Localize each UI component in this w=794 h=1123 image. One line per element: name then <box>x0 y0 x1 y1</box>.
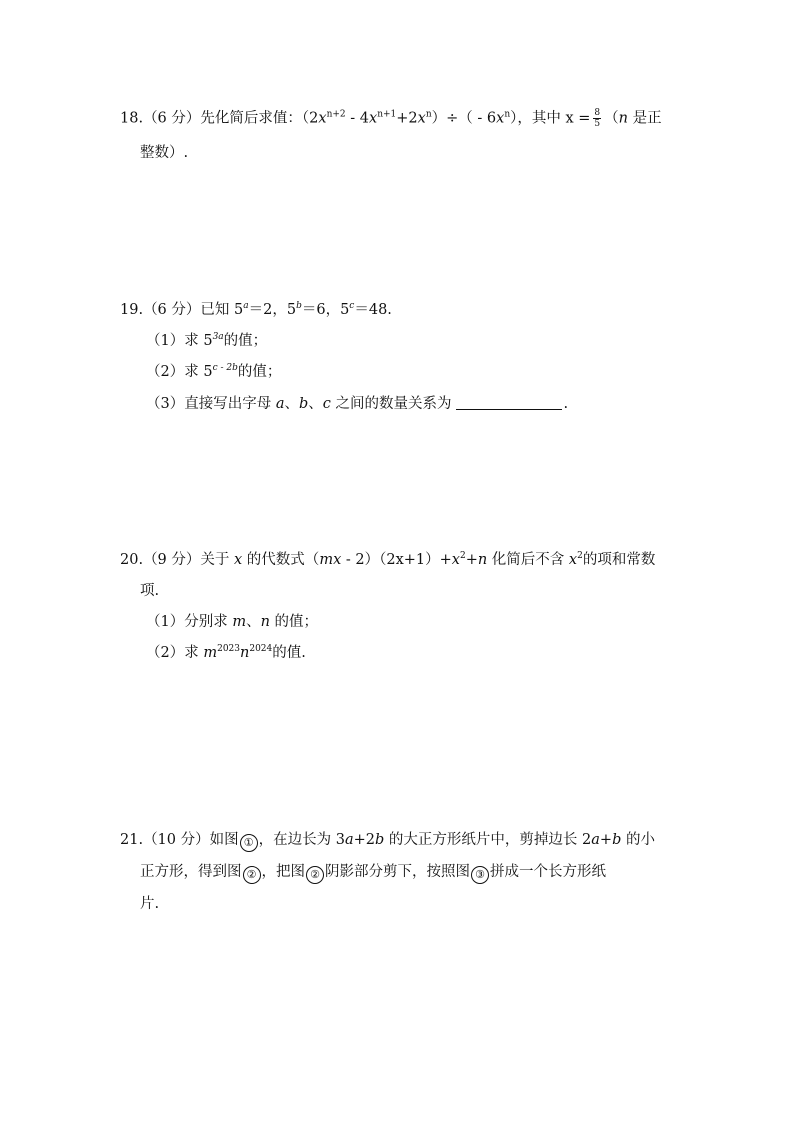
exponent: c - 2b <box>212 363 238 373</box>
q18-continuation: 整数）. <box>140 145 189 161</box>
q20-text: 的代数式（ <box>242 552 320 568</box>
q18-score: （6 分） <box>143 110 201 127</box>
equation-text: ＝6，5 <box>301 302 350 318</box>
q19-part1 <box>146 331 267 351</box>
part-label: （2）求 5 <box>146 364 213 380</box>
var-x: x <box>496 110 505 127</box>
part-text: 之间的数量关系为 <box>330 396 452 412</box>
operator: - 4 <box>345 110 369 127</box>
q20-line2 <box>140 581 159 601</box>
q20-text: - 2）（2x+1）+ <box>341 552 452 568</box>
figure-ref-3: ③ <box>471 866 489 884</box>
var-n: n <box>240 645 250 661</box>
var-x: x <box>568 552 578 568</box>
q20-line1 <box>120 550 655 570</box>
q21-number: 21. <box>120 832 144 848</box>
q21-text: ，把图 <box>261 864 305 880</box>
exponent: n+2 <box>326 109 346 120</box>
var-b: b <box>612 832 622 848</box>
q18-number: 18. <box>120 110 144 127</box>
fraction-numerator: 8 <box>594 108 601 118</box>
paren-open: （ <box>604 110 619 127</box>
exponent: b <box>296 301 302 311</box>
q21-continuation: 片. <box>140 896 160 912</box>
period: . <box>563 396 569 412</box>
var-b: b <box>375 832 385 848</box>
var-m: m <box>203 645 218 661</box>
part-text: 的值； <box>269 614 319 630</box>
q21-text: 如图 <box>209 832 239 848</box>
var-n: n <box>618 110 628 127</box>
exponent: n+1 <box>377 109 397 120</box>
q20-text-lead: 关于 <box>200 552 235 568</box>
var-a: a <box>344 832 354 848</box>
exponent: n <box>425 109 432 120</box>
q18-note: 是正 <box>627 110 662 127</box>
part-label: （1）分别求 <box>146 614 233 630</box>
q20-text: 化简后不含 <box>487 552 569 568</box>
q21-text: 的大正方形纸片中，剪掉边长 2 <box>384 832 592 848</box>
part-label: （1）求 5 <box>146 333 213 349</box>
var-x: x <box>234 552 243 568</box>
exponent: 2024 <box>249 644 273 654</box>
separator: 、 <box>308 396 323 412</box>
var-m: m <box>232 614 247 630</box>
q19-score: （6 分） <box>143 302 201 318</box>
q20-part2 <box>146 643 306 663</box>
var-c: c <box>322 396 331 412</box>
part-text: 的值； <box>223 333 268 349</box>
fraction-denominator: 5 <box>594 119 601 129</box>
operator: + <box>465 552 478 568</box>
fraction <box>593 108 601 129</box>
q21-line1 <box>120 830 655 852</box>
operator: + <box>599 832 613 848</box>
exponent: a <box>243 301 249 311</box>
q18-line2 <box>140 143 188 163</box>
q21-line2 <box>140 862 606 884</box>
exponent: c <box>349 301 355 311</box>
q18-divide-text: ）÷（ - 6 <box>431 110 497 127</box>
equation-text: ＝48. <box>354 302 392 318</box>
part-text: 的值. <box>272 645 306 661</box>
exponent: n <box>504 109 511 120</box>
q21-line3 <box>140 894 159 914</box>
var-n: n <box>260 614 270 630</box>
q18-line1 <box>120 108 662 129</box>
q21-text: ，在边长为 3 <box>258 832 345 848</box>
q20-part1 <box>146 612 318 632</box>
separator: 、 <box>246 614 261 630</box>
figure-ref-2: ② <box>306 866 324 884</box>
answer-blank[interactable] <box>456 395 562 410</box>
q19-part3 <box>146 394 568 414</box>
q19-number: 19. <box>120 302 144 318</box>
separator: 、 <box>284 396 299 412</box>
q21-text: 正方形，得到图 <box>140 864 242 880</box>
q20-score: （9 分） <box>143 552 201 568</box>
figure-ref-2: ② <box>243 866 261 884</box>
part-label: （2）求 <box>146 645 204 661</box>
var-a: a <box>275 396 285 412</box>
q20-text: 的项和常数 <box>582 552 656 568</box>
var-n: n <box>477 552 488 568</box>
q19-text-lead: 已知 5 <box>200 302 244 318</box>
var-x: x <box>369 110 378 127</box>
q21-score: （10 分） <box>143 832 210 848</box>
var-x: x <box>333 552 342 568</box>
part-label: （3）直接写出字母 <box>146 396 276 412</box>
operator: +2 <box>353 832 375 848</box>
exponent: 2 <box>459 551 466 561</box>
q19-part2 <box>146 362 281 382</box>
q18-condition-text: ），其中 x = <box>510 110 591 127</box>
var-x: x <box>318 110 327 127</box>
q21-text: 的小 <box>621 832 655 848</box>
exponent: 2023 <box>217 644 240 654</box>
exponent: 2 <box>577 551 583 561</box>
equation-text: ＝2，5 <box>248 302 297 318</box>
figure-ref-1: ① <box>240 834 258 852</box>
var-b: b <box>299 396 309 412</box>
var-x: x <box>417 110 426 127</box>
exponent: 3a <box>212 332 224 342</box>
operator: +2 <box>396 110 418 127</box>
part-text: 的值； <box>237 364 282 380</box>
var-x: x <box>451 552 460 568</box>
var-a: a <box>591 832 600 848</box>
q21-text: 拼成一个长方形纸 <box>490 864 606 880</box>
q18-text-lead: 先化简后求值：（2 <box>200 110 319 127</box>
q19-line1 <box>120 300 392 320</box>
var-m: m <box>319 552 334 568</box>
q20-continuation: 项. <box>140 583 160 599</box>
q21-text: 阴影部分剪下，按照图 <box>325 864 470 880</box>
q20-number: 20. <box>120 552 144 568</box>
